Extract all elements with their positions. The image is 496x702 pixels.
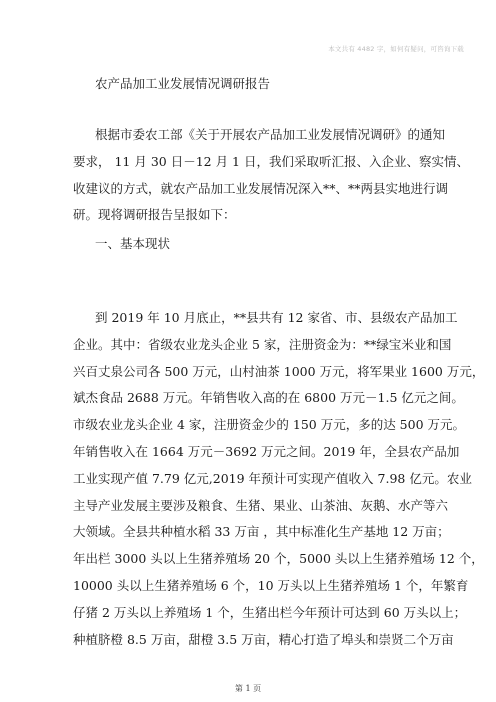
text-line: 市级农业龙头企业 4 家，注册资金少的 150 万元，多的达 500 万元。 — [73, 417, 466, 433]
text-line: 种植脐橙 8.5 万亩，甜橙 3.5 万亩，精心打造了埠头和崇贤二个万亩 — [73, 631, 454, 647]
text-line: 大领域。全县共种植水稻 33 万亩 ，其中标准化生产基地 12 万亩； — [73, 524, 450, 540]
document-title: 农产品加工业发展情况调研报告 — [95, 76, 271, 91]
text-line: 10000 头以上生猪养殖场 6 个，10 万头以上生猪养殖场 1 个，年繁育 — [73, 577, 469, 593]
intro-paragraph — [73, 122, 469, 229]
text-line: 主导产业发展主要涉及粮食、生猪、果业、山茶油、灰鹅、水产等六 — [73, 497, 449, 513]
page-number: 第 1 页 — [234, 684, 262, 693]
text-line: 仔猪 2 万头以上养殖场 1 个，生猪出栏今年预计可达到 60 万头以上； — [73, 604, 467, 620]
text-line: 根据市委农工部《关于开展农产品加工业发展情况调研》的通知 — [95, 127, 446, 142]
section-heading: 一、基本现状 — [95, 236, 171, 251]
text-line: 到 2019 年 10 月底止，**县共有 12 家省、市、县级农产品加工 — [95, 310, 458, 325]
text-line: 年销售收入在 1664 万元－3692 万元之间。2019 年，全县农产品加 — [73, 443, 460, 459]
text-line: 企业。其中：省级农业龙头企业 5 家，注册资金为：**绿宝米业和国 — [73, 336, 452, 352]
text-line: 工业实现产值 7.79 亿元,2019 年预计可实现产值收入 7.98 亿元。农业 — [73, 470, 472, 486]
text-line: 收建议的方式，就农产品加工业发展情况深入**、**两县实地进行调 — [73, 180, 449, 196]
text-line: 年出栏 3000 头以上生猪养殖场 20 个，5000 头以上生猪养殖场 12 个， — [73, 551, 484, 567]
text-line: 兴百丈泉公司各 500 万元，山村油茶 1000 万元，将军果业 1600 万元， — [73, 363, 485, 379]
text-line: 要求， 11 月 30 日－12 月 1 日，我们采取听汇报、入企业、察实情、 — [73, 153, 469, 169]
text-line: 研。现将调研报告呈报如下： — [73, 207, 236, 223]
watermark: 本文共有 4482 字，如何有疑问，可咨询下载 — [328, 45, 464, 53]
text-line: 斌杰食品 2688 万元。年销售收入高的在 6800 万元－1.5 亿元之间。 — [73, 390, 464, 406]
body-paragraph — [73, 305, 485, 653]
